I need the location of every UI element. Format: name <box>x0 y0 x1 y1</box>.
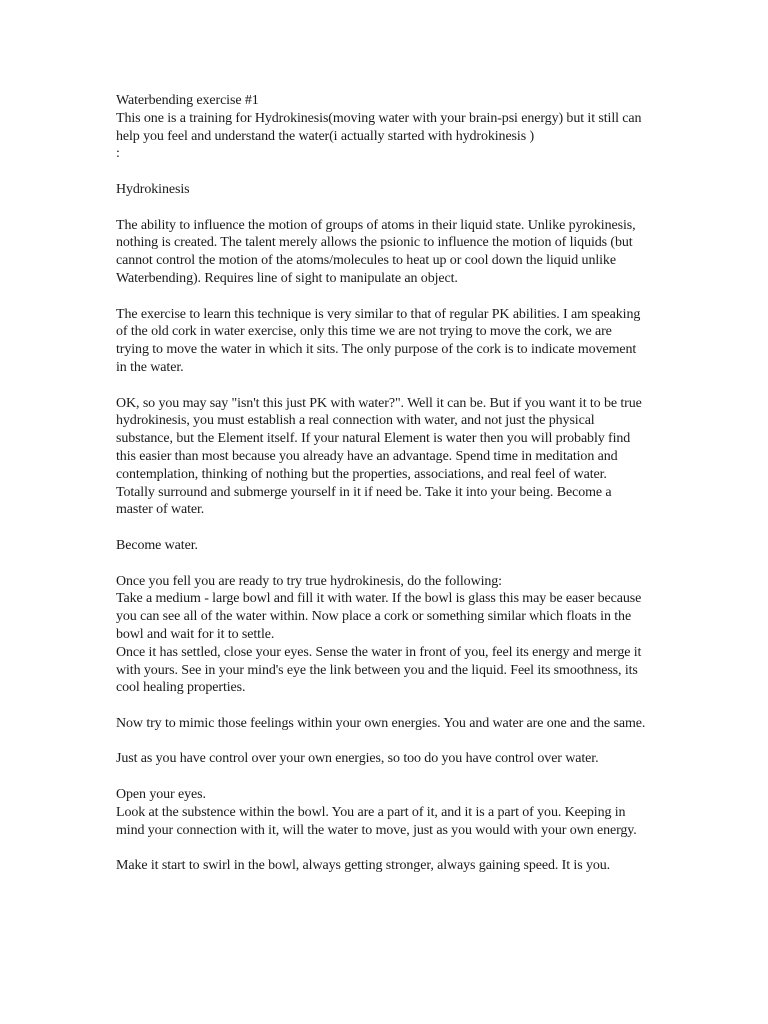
paragraph-control: Just as you have control over your own energies, so too do you have control over water. <box>116 751 599 767</box>
document-page <box>116 92 646 893</box>
paragraph-connection: OK, so you may say "isn't this just PK with water?". Well it can be. But if you want it to be true hydrokinesis, you must establish a real connection with water, and not just the physical substance, but the Element itself. If your natural Element is water then you will probably find this easier than most because you already have an advantage. Spend time in meditation and contemplation, thinking of nothing but the properties, associations, and real feel of water. Totally surround and submerge yourself in it if need be. Take it into your being. Become a master of water. <box>116 395 642 518</box>
paragraph-title-intro: Waterbending exercise #1 This one is a training for Hydrokinesis(moving water with your brain-psi energy) but it still can help you feel and understand the water(i actually started with hydrokinesis ) : <box>116 93 642 162</box>
paragraph-open-eyes: Open your eyes. Look at the substence within the bowl. You are a part of it, and it is a part of you. Keeping in mind your connection with it, will the water to move, just as you would with your own energy. <box>116 787 637 838</box>
paragraph-procedure: Once you fell you are ready to try true hydrokinesis, do the following: Take a medium - large bowl and fill it with water. If the bowl is glass this may be easer because you can see all of the water within. Now place a cork or something similar which floats in the bowl and wait for it to settle. Once it has settled, close your eyes. Sense the water in front of you, feel its energy and merge it with yours. See in your mind's eye the link between you and the liquid. Feel its smoothness, its cool healing properties. <box>116 573 642 696</box>
paragraph-heading-hydrokinesis: Hydrokinesis <box>116 181 190 197</box>
paragraph-swirl: Make it start to swirl in the bowl, always getting stronger, always gaining speed. It is you. <box>116 858 611 874</box>
paragraph-definition: The ability to influence the motion of groups of atoms in their liquid state. Unlike pyrokinesis, nothing is created. The talent merely allows the psionic to influence the motion of liquids (but cannot control the motion of the atoms/molecules to heat up or cool down the liquid unlike Waterbending). Requires line of sight to manipulate an object. <box>116 217 636 286</box>
paragraph-mimic: Now try to mimic those feelings within your own energies. You and water are one and the same. <box>116 715 646 731</box>
paragraph-exercise-intro: The exercise to learn this technique is very similar to that of regular PK abilities. I am speaking of the old cork in water exercise, only this time we are not trying to move the cork, we are trying to move the water in which it sits. The only purpose of the cork is to indicate movement in the water. <box>116 306 641 375</box>
paragraph-become-water: Become water. <box>116 537 198 553</box>
